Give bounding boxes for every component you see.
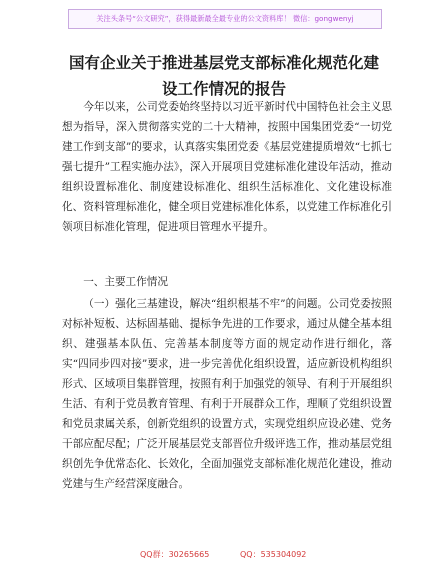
section-heading: 一、主要工作情况 — [83, 276, 168, 288]
section-paragraph: （一）强化三基建设，解决“组织根基不牢”的问题。公司党委按照对标补短板、达标固基础、提标争先进的工作要求，通过从健全基本组织、建强基本队伍、完善基本制度等方面的规定动作进行细化，落实“四同步四对接”要求，进一步完善优化组织设置，适应新设机构组织形式、区域项目集群管理，按照有利于加强党的领导、有利于开展组织生活、有利于党员教育管理、有利于开展群众工作，理顺了党组织设置和党员隶属关系，创新党组织的设置方式，实现党组织应设必建、党务干部应配尽配；广泛开展基层党支部晋位升级评选工作，推动基层党组织创先争优常态化、长效化，全面加强党支部标准化规范化建设，推动党建与生产经营深度融合。 — [62, 298, 392, 490]
document-title-line2: 设工作情况的报告 — [161, 80, 286, 98]
document-title-line1: 国有企业关于推进基层党支部标准化规范化建 — [68, 54, 379, 72]
promo-banner: 关注头条号“公文研究”，获得最新最全最专业的公文资料库！ 微信：gongwenyj — [68, 9, 382, 29]
footer-qq-number: QQ：535304092 — [240, 550, 307, 559]
intro-paragraph: 今年以来，公司党委始终坚持以习近平新时代中国特色社会主义思想为指导，深入贯彻落实党的二十大精神，按照中国集团党委“一切党建工作到支部”的要求，认真落实集团党委《基层党建提质增效“七抓七强七提升”工程实施办法》，深入开展项目党建标准化建设年活动，推动组织设置标准化、制度建设标准化、组织生活标准化、文化建设标准化、资料管理标准化，健全项目党建标准化体系，以党建工作标准化引领项目标准化管理，促进项目管理水平提升。 — [62, 101, 392, 233]
footer-qq-group: QQ群：30265665 — [140, 550, 210, 559]
footer — [0, 548, 448, 562]
